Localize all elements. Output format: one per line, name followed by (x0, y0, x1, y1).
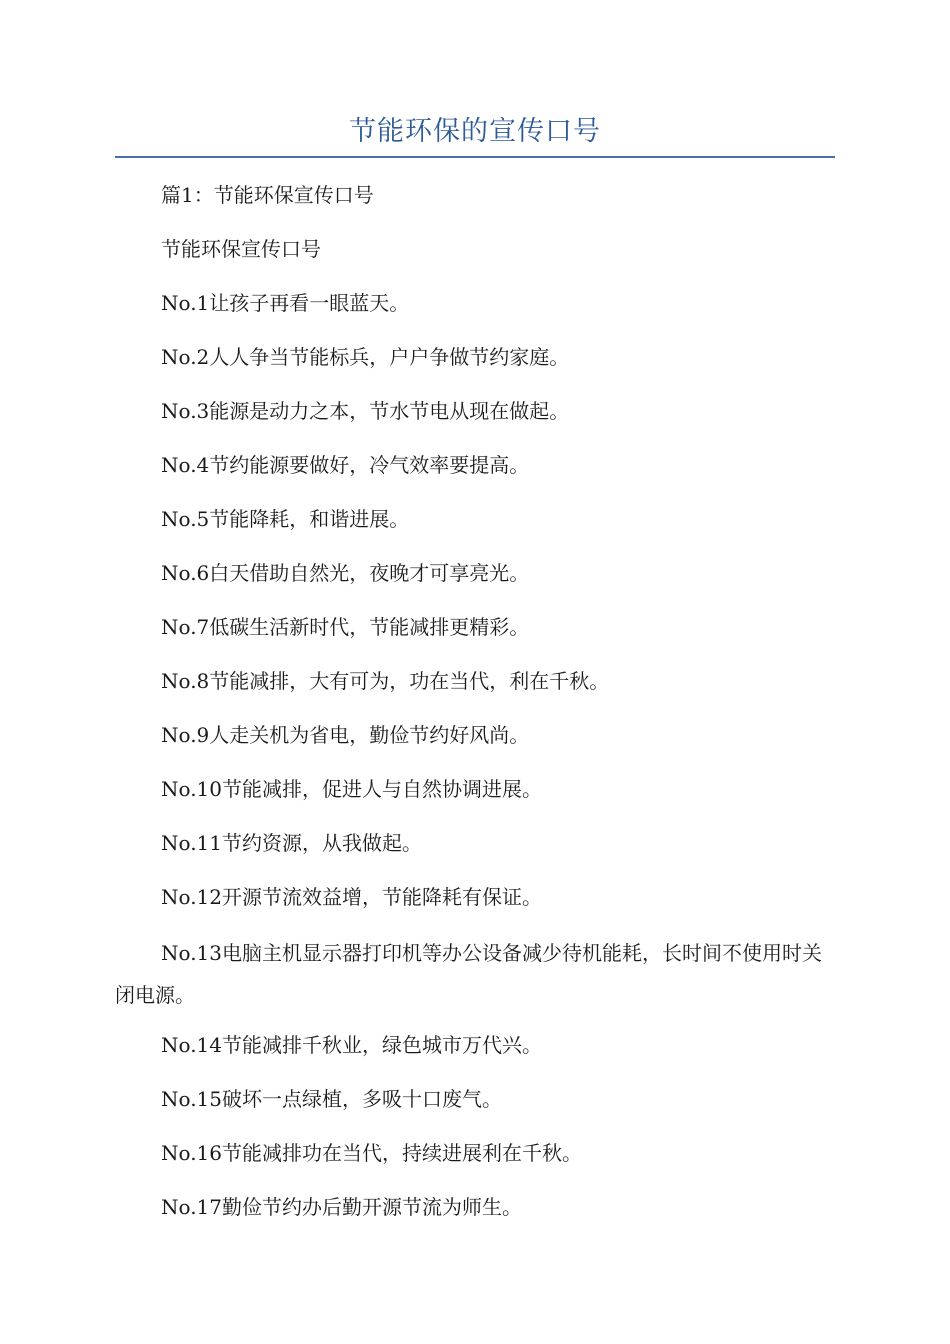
slogan-item: No.3能源是动力之本，节水节电从现在做起。 (161, 399, 570, 423)
slogan-item: No.13电脑主机显示器打印机等办公设备减少待机能耗，长时间不使用时关闭电源。 (115, 941, 822, 1007)
subheading: 节能环保宣传口号 (161, 237, 321, 261)
slogan-item: No.6白天借助自然光，夜晚才可享亮光。 (161, 561, 530, 585)
slogan-item: No.7低碳生活新时代，节能减排更精彩。 (161, 615, 530, 639)
page-title: 节能环保的宣传口号 (349, 116, 601, 147)
slogan-item: No.14节能减排千秋业，绿色城市万代兴。 (161, 1033, 542, 1057)
slogan-item: No.8节能减排，大有可为，功在当代，利在千秋。 (161, 669, 610, 693)
section-heading: 篇1：节能环保宣传口号 (161, 183, 374, 207)
slogan-item: No.4节约能源要做好，冷气效率要提高。 (161, 453, 530, 477)
slogan-item: No.15破坏一点绿植，多吸十口废气。 (161, 1087, 502, 1111)
slogan-item: No.9人走关机为省电，勤俭节约好风尚。 (161, 723, 530, 747)
slogan-item: No.12开源节流效益增，节能降耗有保证。 (161, 885, 542, 909)
slogan-item: No.16节能减排功在当代，持续进展利在千秋。 (161, 1141, 582, 1165)
slogan-item: No.2人人争当节能标兵，户户争做节约家庭。 (161, 345, 570, 369)
slogan-item: No.1让孩子再看一眼蓝天。 (161, 291, 410, 315)
slogan-item: No.11节约资源，从我做起。 (161, 831, 422, 855)
slogan-item: No.17勤俭节约办后勤开源节流为师生。 (161, 1195, 522, 1219)
slogan-item: No.10节能减排，促进人与自然协调进展。 (161, 777, 542, 801)
document-body (115, 176, 835, 1242)
slogan-item: No.5节能降耗，和谐进展。 (161, 507, 410, 531)
title-block (115, 112, 835, 158)
